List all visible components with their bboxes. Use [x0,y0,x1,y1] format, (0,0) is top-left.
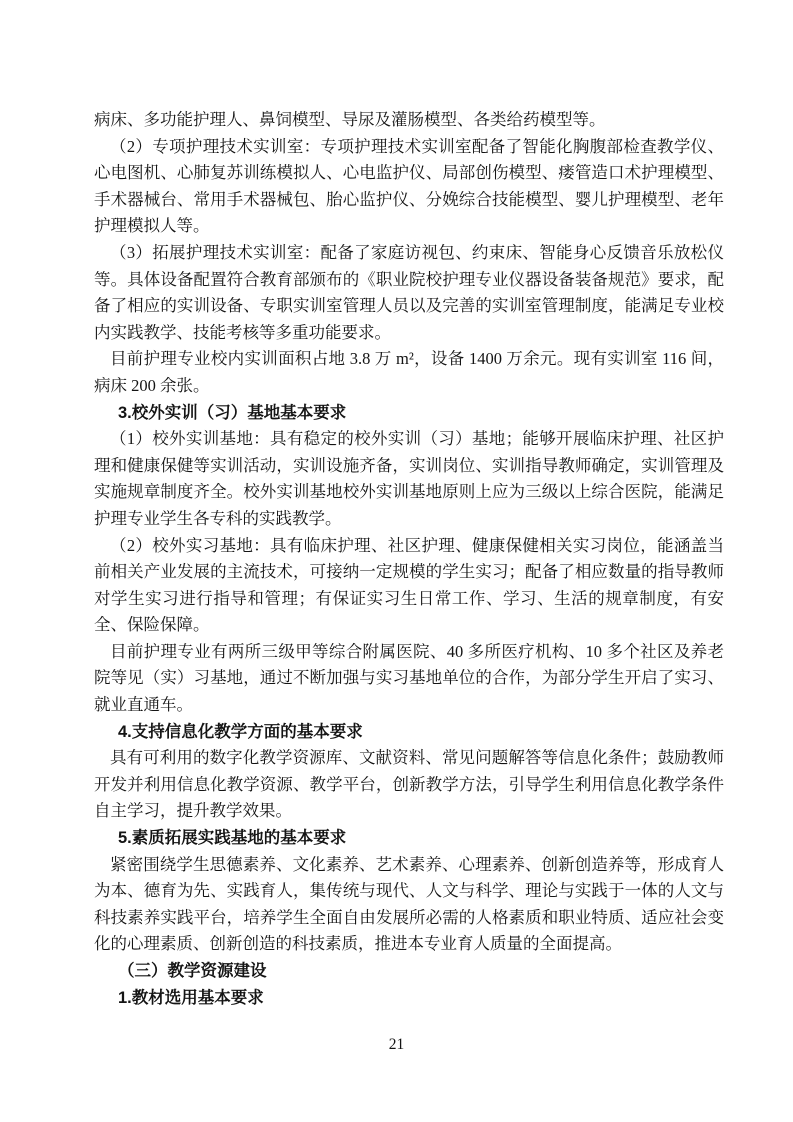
paragraph: 紧密围绕学生思德素养、文化素养、艺术素养、心理素养、创新创造养等，形成育人为本、德育为先、实践育人，集传统与现代、人文与科学、理论与实践于一体的人文与科技素养实践平台，培养学生全面自由发展所必需的人格素质和职业特质、适应社会变化的心理素质、创新创造的科技素质，推进本专业育人质量的全面提高。 [94,854,724,954]
section-heading: 5.素质拓展实践基地的基本要求 [118,829,347,848]
paragraph: 病床、多功能护理人、鼻饲模型、导尿及灌肠模型、各类给药模型等。 [94,110,606,129]
section-heading: 4.支持信息化教学方面的基本要求 [118,722,363,741]
paragraph: （2）校外实习基地：具有临床护理、社区护理、健康保健相关实习岗位，能涵盖当前相关产业发展的主流技术，可接纳一定规模的学生实习；配备了相应数量的指导教师对学生实习进行指导和管理；有保证实习生日常工作、学习、生活的规章制度，有安全、保险保障。 [94,535,724,635]
paragraph: 目前护理专业校内实训面积占地 3.8 万 m²，设备 1400 万余元。现有实训室 116 间，病床 200 余张。 [94,349,724,395]
section-heading: 3.校外实训（习）基地基本要求 [118,403,347,422]
page-number: 21 [388,1036,405,1053]
paragraph: （1）校外实训基地：具有稳定的校外实训（习）基地；能够开展临床护理、社区护理和健康保健等实训活动，实训设施齐备，实训岗位、实训指导教师确定，实训管理及实施规章制度齐全。校外实训基地校外实训基地原则上应为三级以上综合医院，能满足护理专业学生各专科的实践教学。 [94,429,724,528]
section-heading: （三）教学资源建设 [118,962,267,980]
section-heading: 1.教材选用基本要求 [118,988,264,1007]
paragraph: （2）专项护理技术实训室：专项护理技术实训室配备了智能化胸腹部检查教学仪、心电图机、心肺复苏训练模拟人、心电监护仪、局部创伤模型、瘘管造口术护理模型、手术器械台、常用手术器械包、胎心监护仪、分娩综合技能模型、婴儿护理模型、老年护理模拟人等。 [94,136,724,236]
page-content [94,107,724,1011]
paragraph: （3）拓展护理技术实训室：配备了家庭访视包、约束床、智能身心反馈音乐放松仪等。具体设备配置符合教育部颁布的《职业院校护理专业仪器设备装备规范》要求，配备了相应的实训设备、专职实训室管理人员以及完善的实训室管理制度，能满足专业校内实践教学、技能考核等多重功能要求。 [94,242,724,342]
paragraph: 具有可利用的数字化教学资源库、文献资料、常见问题解答等信息化条件；鼓励教师开发并利用信息化教学资源、教学平台，创新教学方法，引导学生利用信息化教学条件自主学习，提升教学效果。 [94,748,724,821]
paragraph: 目前护理专业有两所三级甲等综合附属医院、40 多所医疗机构、10 多个社区及养老院等见（实）习基地，通过不断加强与实习基地单位的合作，为部分学生开启了实习、就业直通车。 [94,641,724,715]
